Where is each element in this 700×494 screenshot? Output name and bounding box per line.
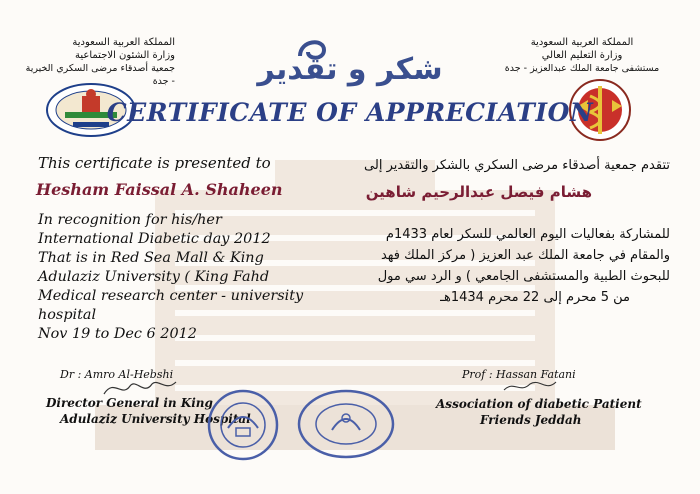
left-header-line2: وزارة الشئون الاجتماعية [75,50,175,61]
body-english-line: International Diabetic day 2012 [38,231,271,247]
right-signature-icon [500,376,560,396]
recipient-name-arabic: هشام فيصل عبدالرحيم شاهين [365,183,592,201]
body-english-line: Medical research center - university [38,288,304,304]
body-arabic-line: من 5 محرم إلى 22 محرم 1434هـ [440,290,630,305]
left-signatory-title-2: Adulaziz University Hospital [60,412,251,426]
right-header-line1: المملكة العربية السعودية [530,37,634,48]
body-english-line: That is in Red Sea Mall & King [38,250,264,266]
right-signatory-title-1: Association of diabetic Patient [436,397,642,411]
hospital-stamp-icon [206,388,280,462]
right-header-line3: مستشفى جامعة الملك عبدالعزيز - جدة [504,63,660,74]
left-header-line1: المملكة العربية السعودية [72,37,175,48]
body-english-line: Adulaziz University ( King Fahd [38,269,270,285]
left-header-line3: جمعية أصدقاء مرضى السكري الخيرية - جدة [25,63,175,87]
presented-to-english: This certificate is presented to [38,154,271,172]
title-arabic: شكر و تقدير [257,52,443,87]
body-arabic-line: للبحوث الطبية والمستشفى الجامعي ) و الرد سي مول [377,269,670,284]
body-arabic-line: للمشاركة بفعاليات اليوم العالمي للسكر لعام 1433م [385,227,670,242]
right-header-line2: وزارة التعليم العالي [541,50,623,61]
body-english [38,211,358,344]
body-english-line: In recognition for his/her [38,212,222,228]
left-signatory-name: Dr : Amro Al-Hebshi [60,368,174,381]
body-arabic-line: والمقام في جامعة الملك عبد العزيز ( مركز الملك فهد [380,248,670,263]
right-signatory-name: Prof : Hassan Fatani [462,368,576,381]
presented-to-arabic: تتقدم جمعية أصدقاء مرضى السكري بالشكر والتقدير إلى [364,158,670,173]
right-signatory-title-2: Friends Jeddah [480,413,582,427]
body-arabic [330,224,670,308]
association-stamp-icon [296,388,396,460]
recipient-name-english: Hesham Faissal A. Shaheen [36,180,283,199]
left-signatory-title-1: Director General in King [46,396,213,410]
body-english-line: hospital [38,307,97,323]
title-english: CERTIFICATE OF APPRECIATION [106,98,594,127]
body-english-line: Nov 19 to Dec 6 2012 [38,326,197,342]
